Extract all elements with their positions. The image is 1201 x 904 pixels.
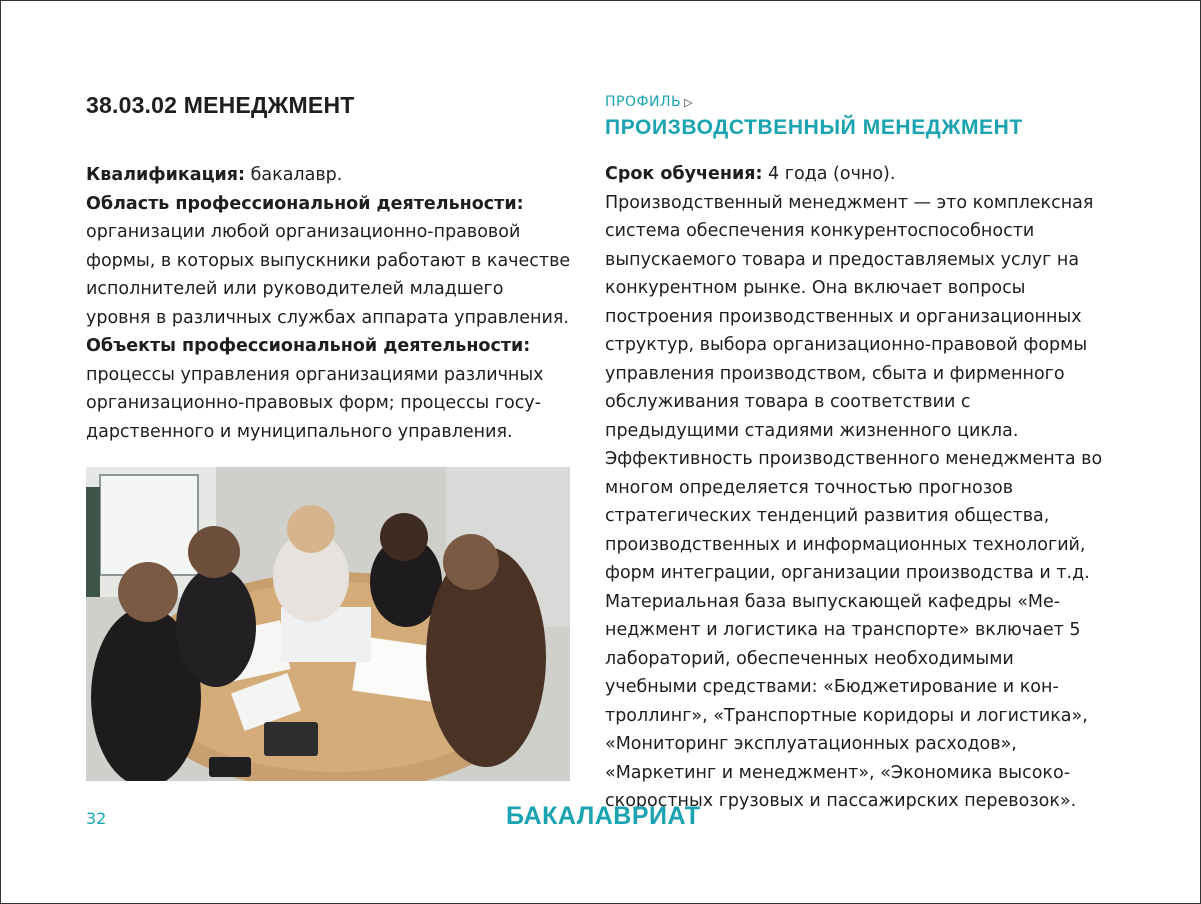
area-label: Область профессиональной деятельности:	[86, 193, 524, 214]
right-column	[605, 92, 1105, 816]
area-text: организации любой организационно-правовой формы, в которых выпускники работают в качестве исполнителей или руководителей младшего уровня в различных службах аппарата управления.	[86, 222, 571, 328]
students-photo	[86, 467, 570, 781]
duration-line	[605, 160, 1105, 189]
objects-label: Объекты профессиональной деятельности:	[86, 336, 531, 356]
profile-text: Производственный менеджмент — это комплексная система обеспечения конкурентоспособности выпускаемого товара и предоставляемых услуг на конкурентном рынке. Она включает вопросы построения производственных и организационных структур, выбора организационно-правовой формы управления производством, сбыта и фирменного обслуживания товара в соответствии с предыдущими стадиями жизненного цикла. Эффективность производственного менеджмента во многом определяется точностью прогнозов стратегических тенденций развития общества, производственных и информационных технологий, форм интеграции, организации производства и т.д. Материальная база выпускающей кафедры «Менеджмент и логистика на транспорте» включает 5 лабораторий, обеспеченных необходимыми учебными средствами: «Бюджетирование и контроллинг», «Транспортные коридоры и логистика», «Мониторинг эксплуатационных расходов», «Маркетинг и менеджмент», «Экономика высокоскоростных грузовых и пассажирских перевозок».	[605, 192, 1103, 811]
left-column	[86, 92, 572, 446]
page-number: 32	[86, 809, 107, 828]
triangle-right-icon: ▷	[684, 96, 694, 109]
section-title: БАКАЛАВРИАТ	[506, 802, 701, 830]
duration-label: Срок обучения:	[605, 164, 763, 184]
profile-description	[605, 160, 1105, 816]
profile-title: ПРОИЗВОДСТВЕННЫЙ МЕНЕДЖМЕНТ	[605, 116, 1023, 139]
qualification-line	[86, 161, 572, 190]
program-heading: 38.03.02 МЕНЕДЖМЕНТ	[86, 92, 355, 118]
qualification-label: Квалификация:	[86, 165, 246, 185]
objects-text: процессы управления организациями различных организационно-правовых форм; процессы государственного и муниципального управления.	[86, 364, 544, 442]
profile-label-text: ПРОФИЛЬ	[605, 94, 682, 110]
duration-value: 4 года (очно).	[762, 164, 896, 184]
profile-label	[605, 94, 1105, 110]
program-description	[86, 161, 572, 446]
qualification-value: бакалавр.	[245, 165, 343, 185]
